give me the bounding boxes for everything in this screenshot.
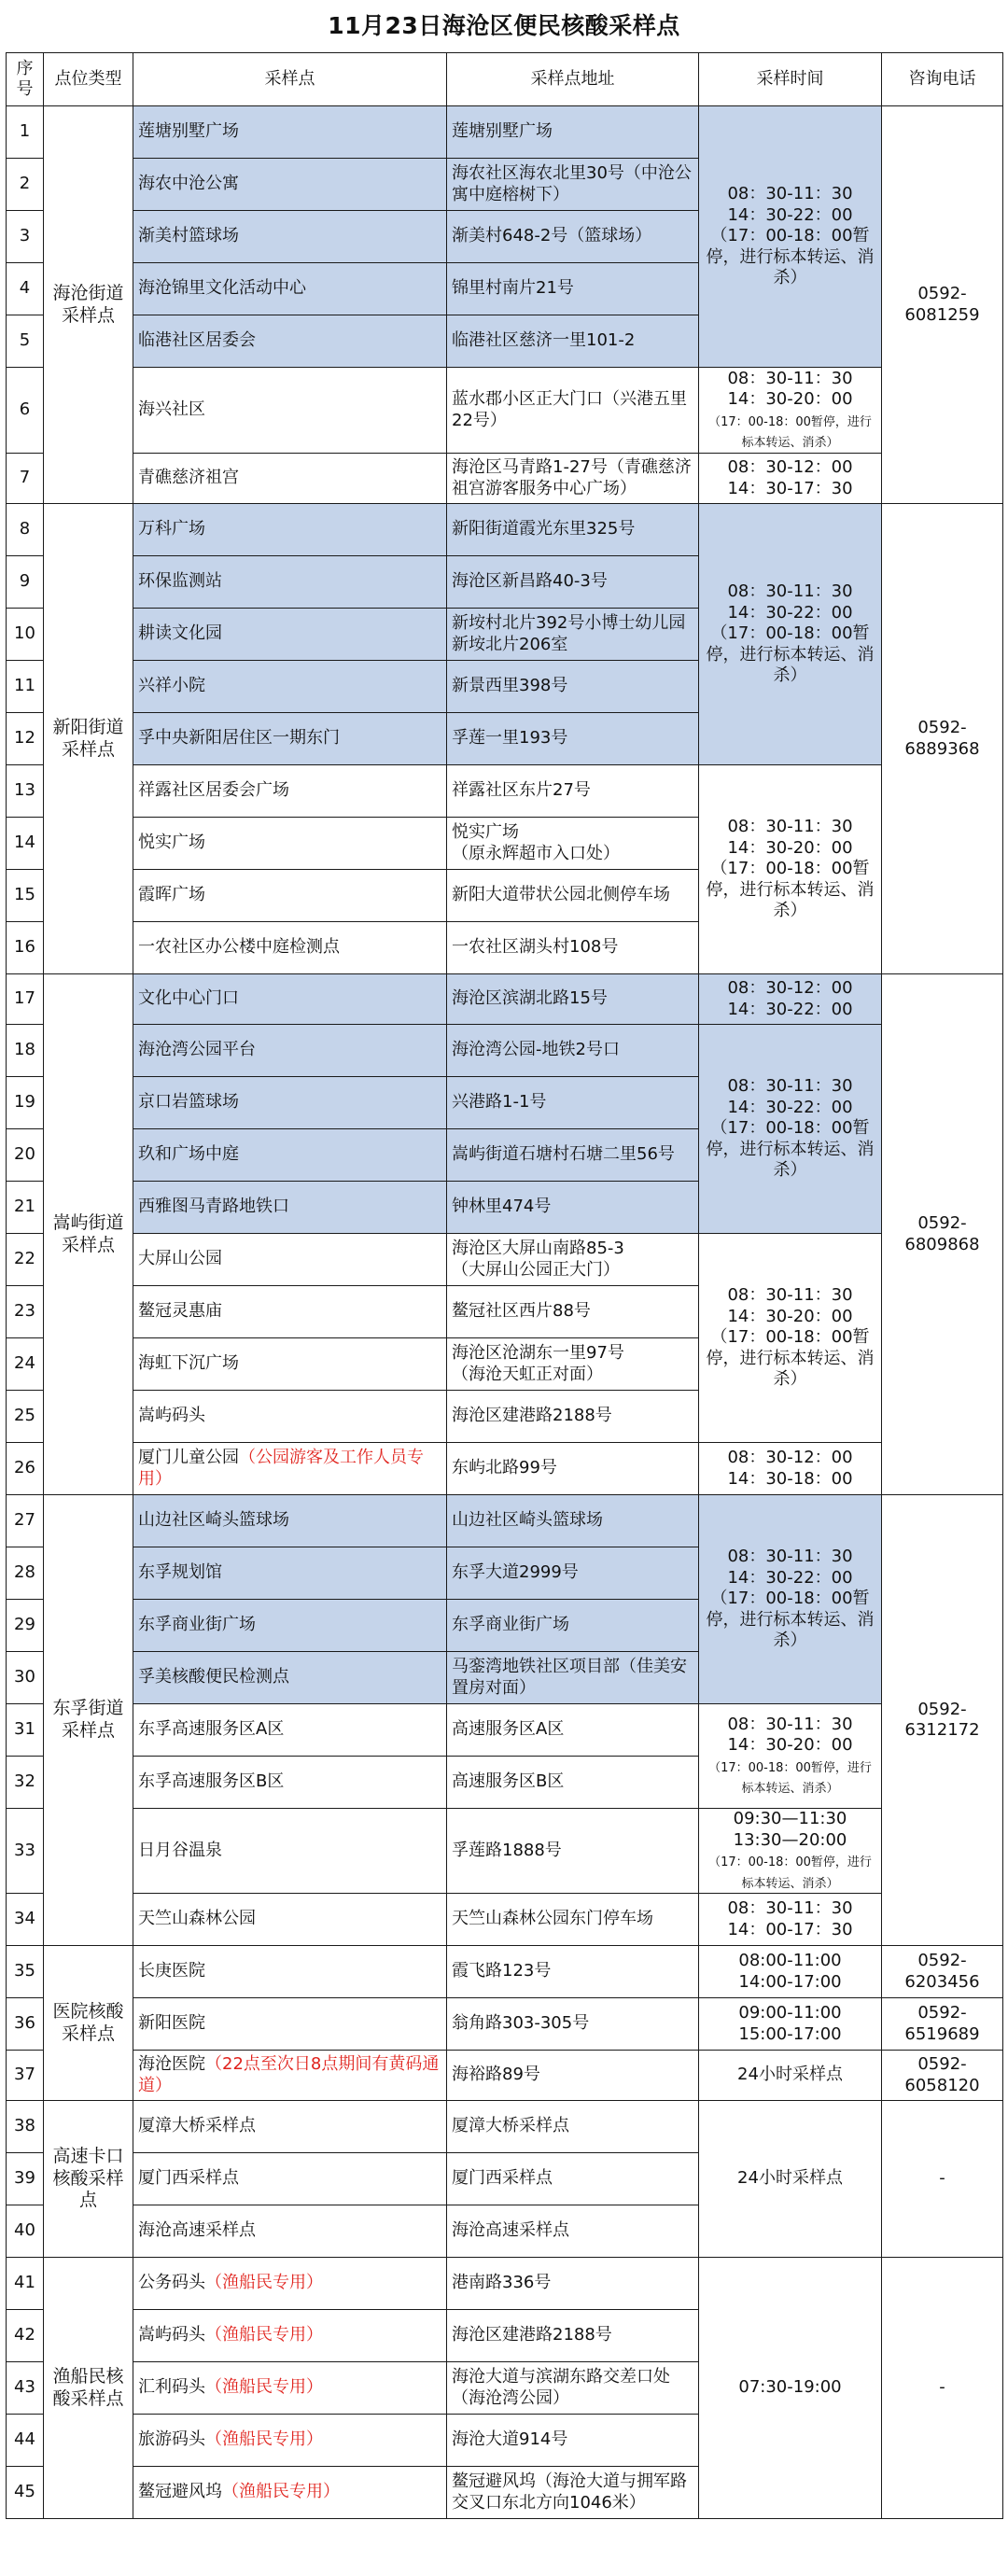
contact-phone: 0592-6809868	[882, 974, 1003, 1495]
row-number: 10	[7, 609, 44, 661]
site-name-text: 玖和广场中庭	[138, 1144, 239, 1165]
site-name-text: 嵩屿码头	[138, 1406, 205, 1426]
site-name-text: 环保监测站	[138, 571, 222, 592]
site-name	[133, 922, 447, 974]
site-name-text: 东孚商业街广场	[138, 1615, 256, 1635]
site-name	[133, 504, 447, 556]
table-row	[7, 504, 1003, 556]
row-number: 39	[7, 2153, 44, 2205]
row-number: 25	[7, 1391, 44, 1443]
site-address: 新阳街道霞光东里325号	[447, 504, 699, 556]
site-name	[133, 211, 447, 263]
site-address: 锦里村南片21号	[447, 263, 699, 315]
site-name	[133, 2153, 447, 2205]
table-header	[7, 53, 1003, 106]
site-name	[133, 1495, 447, 1547]
site-name-text: 孚美核酸便民检测点	[138, 1667, 289, 1687]
site-name-text: 海沧医院	[138, 2054, 205, 2074]
point-type: 海沧街道采样点	[44, 106, 133, 504]
row-number: 20	[7, 1129, 44, 1182]
site-name-text: 汇利码头	[138, 2377, 205, 2398]
table-row	[7, 2101, 1003, 2153]
row-number: 29	[7, 1600, 44, 1652]
row-number: 3	[7, 211, 44, 263]
site-address: 海沧区新昌路40-3号	[447, 556, 699, 609]
sampling-time: 08:00-11:00 14:00-17:00	[699, 1946, 882, 1998]
site-name	[133, 1129, 447, 1182]
site-address: 海沧区建港路2188号	[447, 2310, 699, 2362]
site-name	[133, 1704, 447, 1757]
site-name	[133, 1443, 447, 1495]
row-number: 7	[7, 454, 44, 504]
row-number: 45	[7, 2467, 44, 2519]
sampling-time: 08：30-11：30 14：30-20：00 （17：00-18：00暂停，进行标本转运、消杀）	[699, 1704, 882, 1809]
pause-note: （17：00-18：00暂停，进行标本转运、消杀）	[708, 414, 872, 450]
site-name	[133, 159, 447, 211]
site-name	[133, 1809, 447, 1894]
site-address: 孚莲路1888号	[447, 1809, 699, 1894]
sampling-time: 08：30-11：30 14：30-22：00 （17：00-18：00暂停，进行标本转运、消杀）	[699, 106, 882, 368]
site-note: （渔船民专用）	[205, 2325, 323, 2345]
row-number: 26	[7, 1443, 44, 1495]
site-address: 鳌冠避风坞（海沧大道与拥军路交叉口东北方向1046米）	[447, 2467, 699, 2519]
table-row	[7, 1946, 1003, 1998]
row-number: 33	[7, 1809, 44, 1894]
site-name	[133, 454, 447, 504]
site-name	[133, 609, 447, 661]
site-address: 临港社区慈济一里101-2	[447, 315, 699, 368]
site-name-text: 孚中央新阳居住区一期东门	[138, 728, 340, 749]
site-name	[133, 1391, 447, 1443]
site-address: 海沧大道914号	[447, 2415, 699, 2467]
row-number: 42	[7, 2310, 44, 2362]
point-type: 渔船民核酸采样点	[44, 2258, 133, 2519]
row-number: 17	[7, 974, 44, 1025]
row-number: 28	[7, 1547, 44, 1600]
site-note: （渔船民专用）	[205, 2429, 323, 2450]
site-name-text: 长庚医院	[138, 1961, 205, 1981]
site-address: 高速服务区B区	[447, 1757, 699, 1809]
sampling-time: 09:00-11:00 15:00-17:00	[699, 1998, 882, 2051]
contact-phone: 0592-6519689	[882, 1998, 1003, 2051]
site-name-text: 厦门儿童公园	[138, 1448, 239, 1467]
contact-phone: 0592-6081259	[882, 106, 1003, 504]
row-number: 27	[7, 1495, 44, 1547]
site-address: 兴港路1-1号	[447, 1077, 699, 1129]
row-number: 18	[7, 1025, 44, 1077]
pause-note: （17：00-18：00暂停，进行标本转运、消杀）	[708, 1760, 872, 1796]
table-row	[7, 1443, 1003, 1495]
row-number: 41	[7, 2258, 44, 2310]
sampling-time: 08：30-12：00 14：30-22：00	[699, 974, 882, 1025]
sampling-time: 07:30-19:00	[699, 2258, 882, 2519]
table-row	[7, 2258, 1003, 2310]
table-row	[7, 454, 1003, 504]
site-name-text: 耕读文化园	[138, 623, 222, 644]
site-note: （公园游客及工作人员专用）	[138, 1448, 424, 1489]
site-address: 海沧湾公园-地铁2号口	[447, 1025, 699, 1077]
site-address: 港南路336号	[447, 2258, 699, 2310]
site-address: 海沧区建港路2188号	[447, 1391, 699, 1443]
row-number: 14	[7, 818, 44, 870]
point-type: 东孚街道采样点	[44, 1495, 133, 1946]
site-name-text: 霞晖广场	[138, 885, 205, 905]
site-address: 东孚商业街广场	[447, 1600, 699, 1652]
row-number: 38	[7, 2101, 44, 2153]
row-number: 44	[7, 2415, 44, 2467]
row-number: 37	[7, 2051, 44, 2101]
table-row	[7, 1894, 1003, 1946]
point-type: 新阳街道采样点	[44, 504, 133, 974]
table-row	[7, 1998, 1003, 2051]
row-number: 43	[7, 2362, 44, 2415]
site-name-text: 海沧锦里文化活动中心	[138, 278, 306, 299]
site-name	[133, 870, 447, 922]
row-number: 40	[7, 2205, 44, 2258]
header-no: 序号	[7, 53, 44, 106]
site-name-text: 天竺山森林公园	[138, 1909, 256, 1929]
site-name-text: 海兴社区	[138, 399, 205, 420]
site-name-text: 海沧高速采样点	[138, 2220, 256, 2241]
site-name-text: 鳌冠灵惠庙	[138, 1301, 222, 1322]
row-number: 34	[7, 1894, 44, 1946]
contact-phone: 0592-6312172	[882, 1495, 1003, 1946]
site-address: 海沧大道与滨湖东路交差口处（海沧湾公园）	[447, 2362, 699, 2415]
table-row	[7, 368, 1003, 454]
sampling-time: 08：30-11：30 14：30-20：00 （17：00-18：00暂停，进行标本转运、消杀）	[699, 368, 882, 454]
site-name-text: 青礁慈济祖宫	[138, 468, 239, 488]
table-row	[7, 106, 1003, 159]
site-name	[133, 818, 447, 870]
point-type: 高速卡口核酸采样点	[44, 2101, 133, 2258]
site-address: 海沧区马青路1-27号（青礁慈济祖宫游客服务中心广场）	[447, 454, 699, 504]
site-address: 霞飞路123号	[447, 1946, 699, 1998]
site-note: （渔船民专用）	[205, 2273, 323, 2293]
site-address: 马銮湾地铁社区项目部（佳美安置房对面）	[447, 1652, 699, 1704]
row-number: 11	[7, 661, 44, 713]
sampling-time: 08：30-11：30 14：30-20：00 （17：00-18：00暂停，进行标本转运、消杀）	[699, 765, 882, 974]
contact-phone: 0592-6889368	[882, 504, 1003, 974]
site-name	[133, 1182, 447, 1234]
sampling-time: 08：30-12：00 14：30-18：00	[699, 1443, 882, 1495]
site-name-text: 祥露社区居委会广场	[138, 780, 289, 801]
site-name	[133, 1946, 447, 1998]
site-name	[133, 2467, 447, 2519]
table-row	[7, 1704, 1003, 1757]
site-name-text: 西雅图马青路地铁口	[138, 1197, 289, 1217]
site-name-text: 东孚高速服务区A区	[138, 1719, 285, 1740]
site-address: 孚莲一里193号	[447, 713, 699, 765]
site-name-text: 海沧湾公园平台	[138, 1040, 256, 1060]
site-name-text: 京口岩篮球场	[138, 1092, 239, 1113]
row-number: 23	[7, 1286, 44, 1338]
row-number: 36	[7, 1998, 44, 2051]
site-address: 山边社区崎头篮球场	[447, 1495, 699, 1547]
header-address: 采样点地址	[447, 53, 699, 106]
site-name	[133, 1234, 447, 1286]
site-name	[133, 974, 447, 1025]
site-address: 海沧区滨湖北路15号	[447, 974, 699, 1025]
site-address: 海农社区海农北里30号（中沧公寓中庭榕树下）	[447, 159, 699, 211]
row-number: 4	[7, 263, 44, 315]
site-address: 海裕路89号	[447, 2051, 699, 2101]
site-note: （渔船民专用）	[205, 2377, 323, 2398]
site-name	[133, 2205, 447, 2258]
site-name	[133, 1025, 447, 1077]
site-name	[133, 713, 447, 765]
contact-phone: -	[882, 2258, 1003, 2519]
site-address: 钟林里474号	[447, 1182, 699, 1234]
site-name	[133, 106, 447, 159]
table-row	[7, 974, 1003, 1025]
site-name	[133, 1894, 447, 1946]
sampling-time: 09:30—11:30 13:30—20:00 （17：00-18：00暂停，进行标本转运、消杀）	[699, 1809, 882, 1894]
contact-phone: 0592-6058120	[882, 2051, 1003, 2101]
sampling-time: 08：30-11：30 14：30-22：00 （17：00-18：00暂停，进行标本转运、消杀）	[699, 1495, 882, 1704]
row-number: 12	[7, 713, 44, 765]
site-address: 嵩屿街道石塘村石塘二里56号	[447, 1129, 699, 1182]
site-address: 新垵村北片392号小博士幼儿园新垵北片206室	[447, 609, 699, 661]
row-number: 35	[7, 1946, 44, 1998]
site-name	[133, 263, 447, 315]
site-name	[133, 1547, 447, 1600]
sampling-time: 24小时采样点	[699, 2051, 882, 2101]
site-address: 翁角路303-305号	[447, 1998, 699, 2051]
site-name	[133, 315, 447, 368]
site-name-text: 万科广场	[138, 519, 205, 539]
site-name-text: 公务码头	[138, 2273, 205, 2293]
sampling-time: 08：30-11：30 14：30-20：00 （17：00-18：00暂停，进行标本转运、消杀）	[699, 1234, 882, 1443]
point-type: 嵩屿街道采样点	[44, 974, 133, 1495]
site-address: 东屿北路99号	[447, 1443, 699, 1495]
row-number: 13	[7, 765, 44, 818]
site-name	[133, 556, 447, 609]
site-name	[133, 765, 447, 818]
site-address: 鳌冠社区西片88号	[447, 1286, 699, 1338]
site-address: 海沧区大屏山南路85-3 （大屏山公园正大门）	[447, 1234, 699, 1286]
row-number: 5	[7, 315, 44, 368]
site-address: 新景西里398号	[447, 661, 699, 713]
site-name-text: 东孚高速服务区B区	[138, 1771, 285, 1792]
site-name-text: 东孚规划馆	[138, 1562, 222, 1583]
site-name	[133, 1757, 447, 1809]
site-name	[133, 1077, 447, 1129]
site-name-text: 莲塘别墅广场	[138, 121, 239, 142]
site-address: 莲塘别墅广场	[447, 106, 699, 159]
site-name-text: 海虹下沉广场	[138, 1353, 239, 1374]
site-name	[133, 2310, 447, 2362]
row-number: 16	[7, 922, 44, 974]
row-number: 32	[7, 1757, 44, 1809]
site-address: 一农社区湖头村108号	[447, 922, 699, 974]
contact-phone: -	[882, 2101, 1003, 2258]
site-name-text: 海农中沧公寓	[138, 174, 239, 194]
table-row	[7, 1809, 1003, 1894]
site-address: 渐美村648-2号（篮球场）	[447, 211, 699, 263]
site-address: 东孚大道2999号	[447, 1547, 699, 1600]
site-address: 悦实广场 （原永辉超市入口处）	[447, 818, 699, 870]
site-name-text: 厦漳大桥采样点	[138, 2116, 256, 2136]
page-title: 11月23日海沧区便民核酸采样点	[328, 12, 680, 39]
sampling-time: 08：30-11：30 14：30-22：00 （17：00-18：00暂停，进行标本转运、消杀）	[699, 504, 882, 765]
site-name-text: 嵩屿码头	[138, 2325, 205, 2345]
row-number: 24	[7, 1338, 44, 1391]
sampling-time: 08：30-12：00 14：30-17：30	[699, 454, 882, 504]
site-note: （渔船民专用）	[222, 2482, 340, 2502]
site-name	[133, 2258, 447, 2310]
site-name-text: 兴祥小院	[138, 676, 205, 696]
site-name	[133, 1998, 447, 2051]
site-address: 蓝水郡小区正大门口（兴港五里22号）	[447, 368, 699, 454]
site-name-text: 渐美村篮球场	[138, 226, 239, 246]
contact-phone: 0592-6203456	[882, 1946, 1003, 1998]
site-note: （22点至次日8点期间有黄码通道）	[138, 2054, 440, 2095]
site-name-text: 厦门西采样点	[138, 2168, 239, 2189]
site-name	[133, 1286, 447, 1338]
site-name-text: 一农社区办公楼中庭检测点	[138, 937, 340, 958]
site-address: 厦门西采样点	[447, 2153, 699, 2205]
site-name	[133, 2415, 447, 2467]
table-row	[7, 765, 1003, 818]
site-name	[133, 1600, 447, 1652]
sampling-table	[6, 52, 1003, 2519]
site-name-text: 山边社区崎头篮球场	[138, 1510, 289, 1531]
site-name	[133, 2101, 447, 2153]
row-number: 2	[7, 159, 44, 211]
site-name	[133, 2362, 447, 2415]
table-row	[7, 1025, 1003, 1077]
site-name-text: 旅游码头	[138, 2429, 205, 2450]
site-name	[133, 368, 447, 454]
site-address: 高速服务区A区	[447, 1704, 699, 1757]
site-name-text: 文化中心门口	[138, 988, 239, 1009]
site-name	[133, 2051, 447, 2101]
table-row	[7, 2051, 1003, 2101]
sampling-time: 08：30-11：30 14：00-17：30	[699, 1894, 882, 1946]
site-name-text: 悦实广场	[138, 833, 205, 853]
row-number: 6	[7, 368, 44, 454]
pause-note: （17：00-18：00暂停，进行标本转运、消杀）	[708, 1855, 872, 1891]
site-name	[133, 661, 447, 713]
row-number: 30	[7, 1652, 44, 1704]
site-address: 厦漳大桥采样点	[447, 2101, 699, 2153]
row-number: 1	[7, 106, 44, 159]
site-name-text: 新阳医院	[138, 2013, 205, 2034]
table-row	[7, 1495, 1003, 1547]
point-type: 医院核酸采样点	[44, 1946, 133, 2101]
site-name-text: 日月谷温泉	[138, 1840, 222, 1860]
table-row	[7, 1234, 1003, 1286]
sampling-time: 08：30-11：30 14：30-22：00 （17：00-18：00暂停，进行标本转运、消杀）	[699, 1025, 882, 1234]
site-address: 天竺山森林公园东门停车场	[447, 1894, 699, 1946]
row-number: 22	[7, 1234, 44, 1286]
row-number: 19	[7, 1077, 44, 1129]
row-number: 21	[7, 1182, 44, 1234]
site-name-text: 临港社区居委会	[138, 330, 256, 351]
header-type: 点位类型	[44, 53, 133, 106]
header-site: 采样点	[133, 53, 447, 106]
row-number: 15	[7, 870, 44, 922]
site-address: 新阳大道带状公园北侧停车场	[447, 870, 699, 922]
site-address: 海沧高速采样点	[447, 2205, 699, 2258]
site-name-text: 大屏山公园	[138, 1249, 222, 1269]
row-number: 9	[7, 556, 44, 609]
header-time: 采样时间	[699, 53, 882, 106]
site-name	[133, 1652, 447, 1704]
sampling-time: 24小时采样点	[699, 2101, 882, 2258]
row-number: 8	[7, 504, 44, 556]
site-name-text: 鳌冠避风坞	[138, 2482, 222, 2502]
header-phone: 咨询电话	[882, 53, 1003, 106]
site-address: 祥露社区东片27号	[447, 765, 699, 818]
row-number: 31	[7, 1704, 44, 1757]
site-name	[133, 1338, 447, 1391]
site-address: 海沧区沧湖东一里97号 （海沧天虹正对面）	[447, 1338, 699, 1391]
